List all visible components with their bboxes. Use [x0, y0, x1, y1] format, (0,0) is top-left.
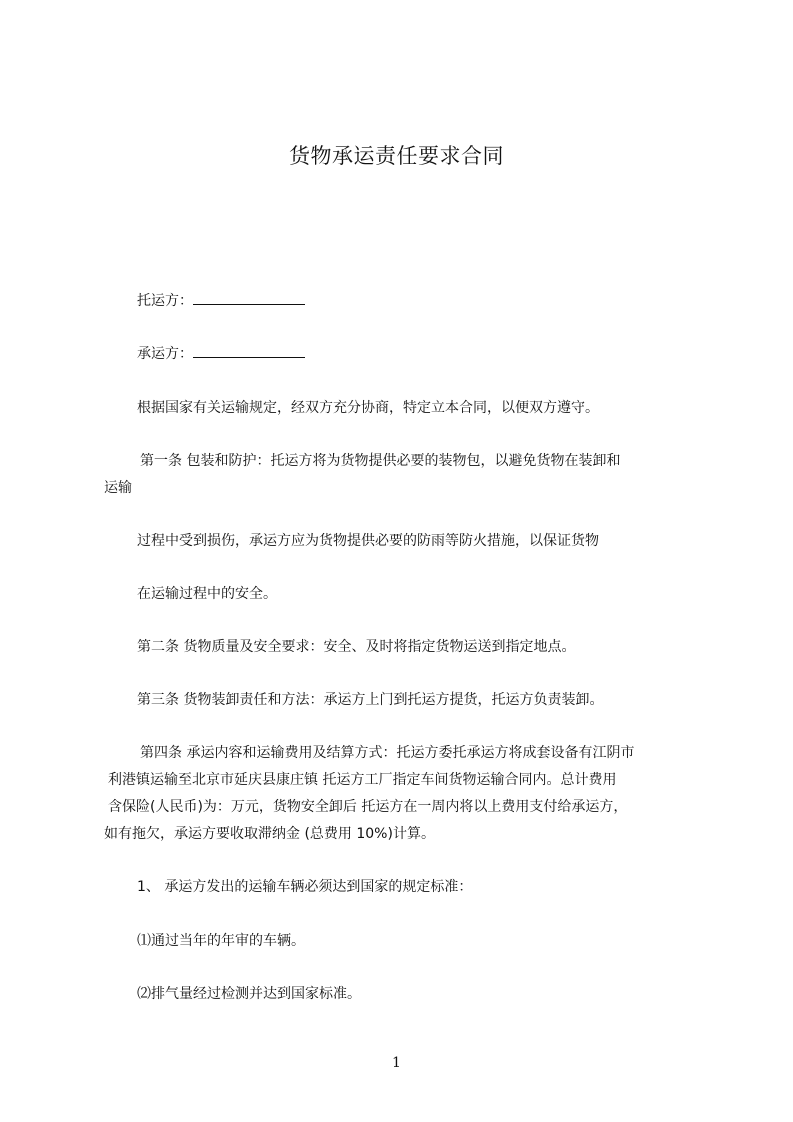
- article-4-line-3: 含保险(人民币)为：万元，货物安全卸后 托运方在一周内将以上费用支付给承运方，: [108, 799, 628, 815]
- article-1-line-4: 在运输过程中的安全。: [137, 586, 277, 602]
- article-4-line-4: 如有拖欠，承运方要收取滞纳金 (总费用 10%)计算。: [104, 826, 435, 842]
- carrier-label: 承运方：: [137, 346, 193, 362]
- item-1: 1、 承运方发出的运输车辆必须达到国家的规定标准：: [137, 879, 473, 895]
- carrier-blank: [193, 345, 305, 358]
- article-2: 第二条 货物质量及安全要求：安全、及时将指定货物运送到指定地点。: [137, 639, 576, 655]
- shipper-blank: [193, 292, 305, 305]
- item-1-sub-2: ⑵排气量经过检测并达到国家标准。: [137, 986, 361, 1002]
- shipper-line: [137, 292, 305, 310]
- shipper-label: 托运方：: [137, 293, 193, 309]
- item-1-sub-1: ⑴通过当年的年审的车辆。: [137, 933, 305, 949]
- page-number: 1: [392, 1055, 401, 1071]
- article-1-line-3: 过程中受到损伤，承运方应为货物提供必要的防雨等防火措施，以保证货物: [137, 533, 599, 549]
- article-1-line-2: 运输: [104, 480, 132, 496]
- document-title: 货物承运责任要求合同: [289, 144, 504, 168]
- article-1-line-1: 第一条 包装和防护：托运方将为货物提供必要的装物包，以避免货物在装卸和: [140, 453, 621, 469]
- article-3: 第三条 货物装卸责任和方法：承运方上门到托运方提货，托运方负责装卸。: [137, 692, 604, 708]
- article-4-line-1: 第四条 承运内容和运输费用及结算方式：托运方委托承运方将成套设备有江阴市: [140, 745, 635, 761]
- carrier-line: [137, 345, 305, 363]
- intro-paragraph: 根据国家有关运输规定，经双方充分协商，特定立本合同，以便双方遵守。: [137, 400, 599, 416]
- article-4-line-2: 利港镇运输至北京市延庆县康庄镇 托运方工厂指定车间货物运输合同内。总计费用: [108, 772, 617, 788]
